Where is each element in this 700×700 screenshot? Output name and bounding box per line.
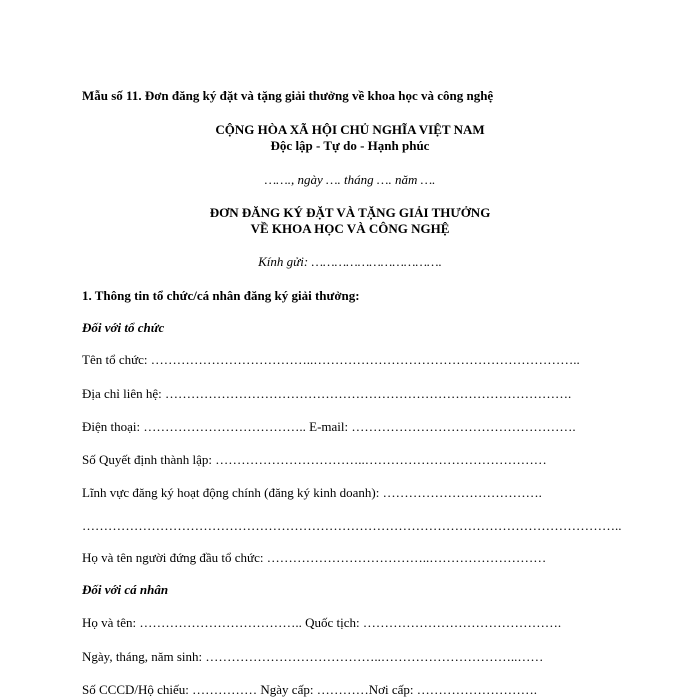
- date-line: ……., ngày …. tháng …. năm ….: [264, 172, 436, 187]
- individual-heading: Đối với cá nhân: [82, 582, 169, 597]
- business-field: Lĩnh vực đăng ký hoạt động chính (đăng ký kinh doanh): ……………………………….: [82, 485, 542, 500]
- section-1-title: 1. Thông tin tổ chức/cá nhân đăng ký giải thưởng:: [82, 288, 360, 303]
- document-title-line-2: VỀ KHOA HỌC VÀ CÔNG NGHỆ: [250, 221, 450, 236]
- addressee: Kính gửi: …………………………….: [258, 254, 442, 269]
- business-field-continuation: ……………………………………………………………………………………………………………..: [82, 518, 622, 533]
- organization-heading: Đối với tổ chức: [82, 320, 165, 335]
- document-title-line-1: ĐƠN ĐĂNG KÝ ĐẶT VÀ TẶNG GIẢI THƯỞNG: [209, 205, 491, 220]
- organization-address-field: Địa chỉ liên hệ: ………………………………………………………………………………….: [82, 386, 572, 401]
- organization-name-field: Tên tổ chức: ………………………………..……………………………………………………..: [82, 352, 580, 367]
- individual-name-nationality-field: Họ và tên: ……………………………….. Quốc tịch: ……………………………………….: [82, 615, 562, 630]
- individual-dob-field: Ngày, tháng, năm sinh: …………………………………..…………………………..……: [82, 649, 544, 664]
- national-title: CỘNG HÒA XÃ HỘI CHỦ NGHĨA VIỆT NAM: [215, 122, 485, 137]
- organization-head-field: Họ và tên người đứng đầu tổ chức: ………………………………..………………………: [82, 550, 547, 565]
- motto: Độc lập - Tự do - Hạnh phúc: [270, 138, 430, 153]
- organization-phone-email-field: Điện thoại: ……………………………….. E-mail: …………………………………………….: [82, 419, 576, 434]
- establishment-decision-field: Số Quyết định thành lập: ……………………………..……………………………………: [82, 452, 547, 467]
- individual-id-card-field: Số CCCD/Hộ chiếu: …………… Ngày cấp: …………Nơi cấp: ……………………….: [82, 682, 537, 697]
- form-number: Mẫu số 11. Đơn đăng ký đặt và tặng giải thưởng về khoa học và công nghệ: [82, 88, 494, 103]
